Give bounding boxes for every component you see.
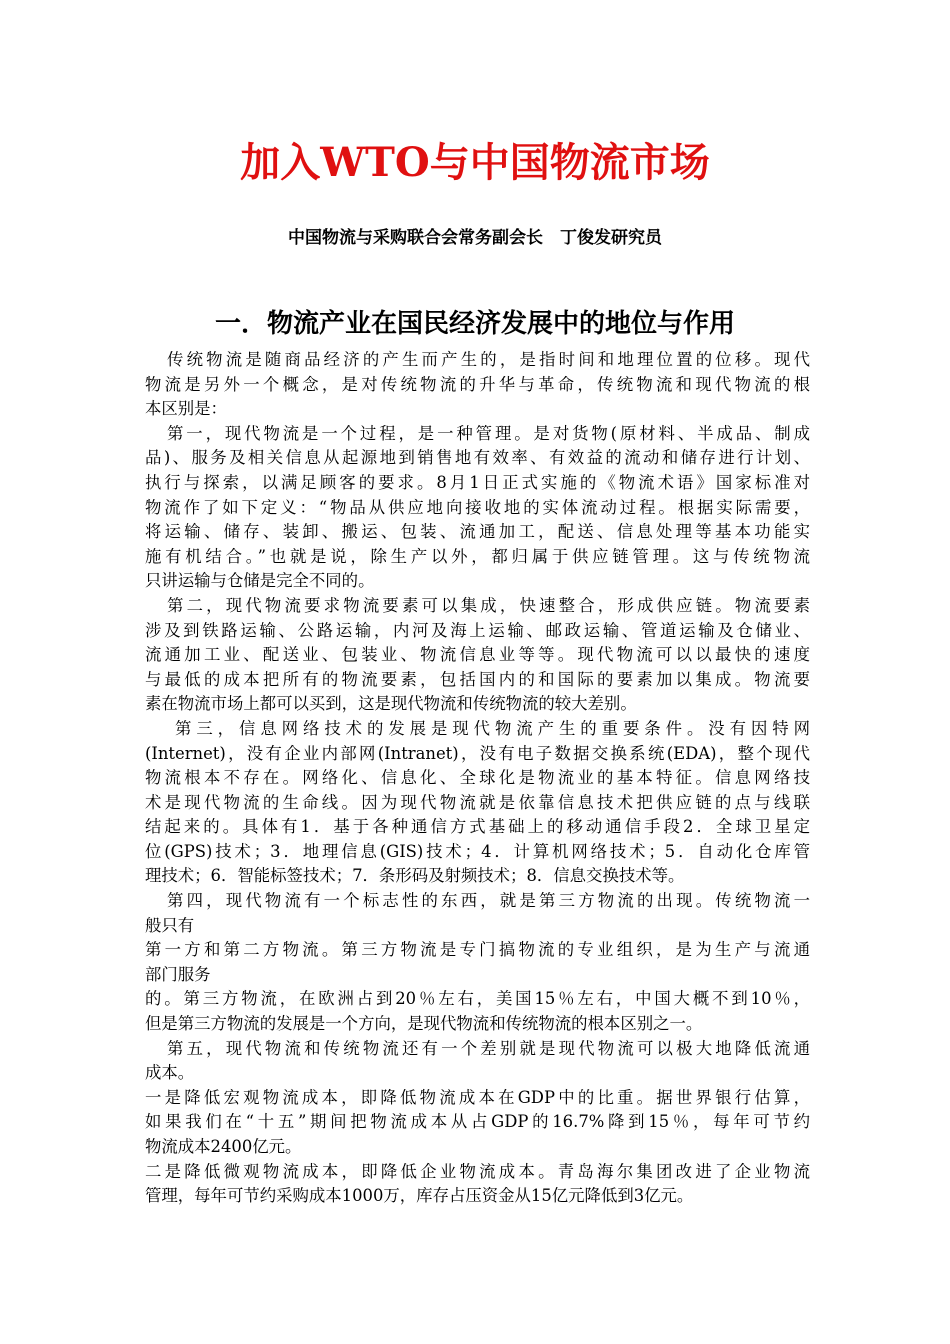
text-line: 理技术；6．智能标签技术；7．条形码及射频技术；8．信息交换技术等。 (145, 866, 685, 886)
text-line: 涉及到铁路运输、公路运输，内河及海上运输、邮政运输、管道运输及仓储业、 (145, 620, 810, 640)
text-line: 传统物流是随商品经济的产生而产生的，是指时间和地理位置的位移。现代 (167, 350, 810, 369)
text-line: 素在物流市场上都可以买到，这是现代物流和传统物流的较大差别。 (145, 694, 637, 714)
text-line: 只讲运输与仓储是完全不同的。 (145, 571, 375, 591)
text-line: 位(GPS)技术；3．地理信息(GIS)技术；4．计算机网络技术；5．自动化仓库管 (145, 841, 810, 861)
text-line: 如果我们在“十五”期间把物流成本从占GDP的16.7%降到15％，每年可节约 (145, 1112, 810, 1132)
body-text (145, 348, 810, 1209)
text-line: 第二，现代物流要求物流要素可以集成，快速整合，形成供应链。物流要素 (167, 595, 810, 615)
text-line: 物流成本2400亿元。 (145, 1137, 302, 1156)
text-line: 品)、服务及相关信息从起源地到销售地有效率、有效益的流动和储存进行计划、 (145, 448, 810, 468)
text-line: 物流作了如下定义：“物品从供应地向接收地的实体流动过程。根据实际需要， (145, 497, 810, 517)
text-line: 管理，每年可节约采购成本1000万，库存占压资金从15亿元降低到3亿元。 (145, 1186, 694, 1206)
text-line: 物流是另外一个概念，是对传统物流的升华与革命，传统物流和现代物流的根 (145, 374, 810, 394)
text-line: 但是第三方物流的发展是一个方向，是现代物流和传统物流的根本区别之一。 (145, 1014, 703, 1034)
text-line: 一是降低宏观物流成本，即降低物流成本在GDP中的比重。据世界银行估算， (145, 1087, 810, 1107)
text-line: 部门服务 (145, 964, 211, 984)
text-line: 的。第三方物流，在欧洲占到20％左右，美国15％左右，中国大概不到10％， (145, 989, 810, 1009)
text-line: 第一，现代物流是一个过程，是一种管理。是对货物(原材料、半成品、制成 (167, 423, 810, 443)
text-line: 流通加工业、配送业、包装业、物流信息业等等。现代物流可以以最快的速度 (145, 645, 810, 665)
text-line: 第四，现代物流有一个标志性的东西，就是第三方物流的出现。传统物流一 (167, 891, 810, 911)
author-line: 中国物流与采购联合会常务副会长 丁俊发研究员 (288, 228, 662, 248)
text-line: 术是现代物流的生命线。因为现代物流就是依靠信息技术把供应链的点与线联 (145, 792, 810, 812)
text-line: 第三，信息网络技术的发展是现代物流产生的重要条件。没有因特网 (175, 718, 810, 738)
text-line: 第一方和第二方物流。第三方物流是专门搞物流的专业组织，是为生产与流通 (145, 940, 810, 960)
text-line: 物流根本不存在。网络化、信息化、全球化是物流业的基本特征。信息网络技 (145, 768, 810, 788)
text-line: 施有机结合。”也就是说，除生产以外，都归属于供应链管理。这与传统物流 (145, 546, 810, 566)
text-line: 与最低的成本把所有的物流要素，包括国内的和国际的要素加以集成。物流要 (145, 669, 810, 689)
text-line: 将运输、储存、装卸、搬运、包装、流通加工，配送、信息处理等基本功能实 (145, 522, 810, 542)
text-line: 成本。 (145, 1063, 195, 1083)
document-title: 加入WTO与中国物流市场 (240, 139, 710, 186)
text-line: 执行与探索，以满足顾客的要求。8月1日正式实施的《物流术语》国家标准对 (145, 472, 810, 492)
text-line: 本区别是： (145, 399, 227, 419)
section-heading: 一．物流产业在国民经济发展中的地位与作用 (214, 309, 735, 339)
text-line: 般只有 (145, 915, 195, 935)
text-line: 第五，现代物流和传统物流还有一个差别就是现代物流可以极大地降低流通 (167, 1038, 810, 1058)
text-line: (Internet)，没有企业内部网(Intranet)，没有电子数据交换系统(EDA)，整个现代 (145, 743, 810, 763)
text-line: 二是降低微观物流成本，即降低企业物流成本。青岛海尔集团改进了企业物流 (145, 1161, 810, 1181)
text-line: 结起来的。具体有1．基于各种通信方式基础上的移动通信手段2．全球卫星定 (145, 817, 810, 837)
